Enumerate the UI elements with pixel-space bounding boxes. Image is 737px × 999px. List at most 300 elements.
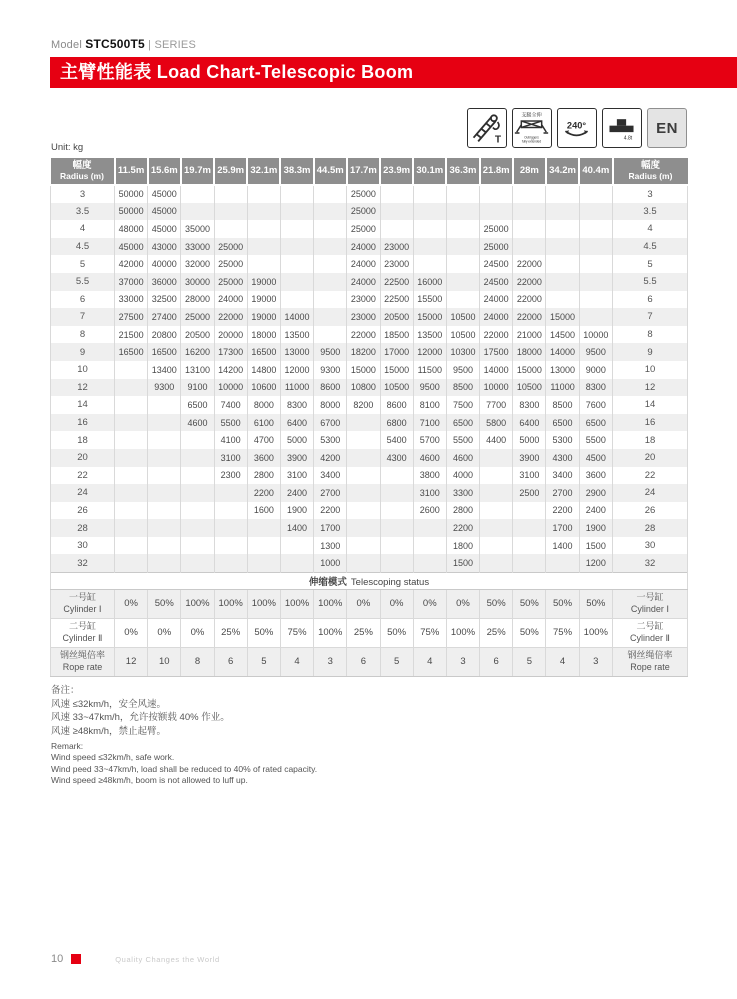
telescoping-cell: 0% [446,589,479,618]
load-cell [148,431,181,449]
load-cell: 3100 [413,484,446,502]
load-cell: 1900 [579,519,612,537]
table-row [51,396,688,414]
load-cell [480,185,513,203]
load-cell [314,291,347,309]
radius-cell: 12 [613,379,688,397]
load-cell [314,255,347,273]
radius-cell: 30 [51,537,115,555]
boom-length-header: 17.7m [347,157,380,185]
load-cell [280,255,313,273]
load-cell: 15000 [413,308,446,326]
telescoping-cell: 50% [513,618,546,647]
load-cell: 9000 [579,361,612,379]
radius-cell: 9 [613,343,688,361]
load-cell: 8000 [314,396,347,414]
table-row [51,343,688,361]
load-cell: 9100 [181,379,214,397]
load-cell: 3100 [214,449,247,467]
load-cell [181,185,214,203]
load-cell [247,203,280,221]
label-cn: 一号缸 [636,592,664,603]
load-cell [413,203,446,221]
load-cell: 16500 [148,343,181,361]
boom-length-header: 25.9m [214,157,247,185]
load-cell [115,431,148,449]
label-en: Rope rate [62,661,103,672]
radius-cell: 14 [51,396,115,414]
label-en: Rope rate [630,661,670,672]
radius-header [613,157,688,185]
load-cell: 7600 [579,396,612,414]
load-cell: 5300 [314,431,347,449]
radius-cell: 4.5 [613,238,688,256]
telescoping-row [51,647,688,676]
load-cell: 3800 [413,467,446,485]
load-cell [115,396,148,414]
load-cell: 1400 [546,537,579,555]
telescoping-cell: 0% [148,618,181,647]
load-cell [148,519,181,537]
header-row [51,157,688,185]
load-cell [214,185,247,203]
table-body [51,185,688,676]
radius-cell: 20 [51,449,115,467]
telescoping-cell: 75% [280,618,313,647]
load-cell: 1500 [579,537,612,555]
load-cell [347,537,380,555]
load-cell [380,554,413,572]
load-cell: 20500 [181,326,214,344]
telescoping-row-label [51,618,115,647]
load-cell: 20800 [148,326,181,344]
page-title: 主臂性能表 Load Chart-Telescopic Boom [50,57,737,88]
load-cell: 3900 [280,449,313,467]
load-cell [314,203,347,221]
load-cell [413,220,446,238]
load-cell: 2800 [247,467,280,485]
load-cell: 6400 [280,414,313,432]
load-cell [115,449,148,467]
footer-red-square [71,954,81,964]
telescoping-cell: 25% [347,618,380,647]
load-cell [115,414,148,432]
telescoping-cell: 100% [446,618,479,647]
telescoping-cell: 0% [413,589,446,618]
outriggers-icon-label-en1: Outriggers [524,135,539,140]
telescoping-cell: 8 [181,647,214,676]
load-cell [579,255,612,273]
counterweight-icon-label: 4.8t [623,135,633,142]
load-cell [380,467,413,485]
load-cell [280,291,313,309]
boom-length-header: 40.4m [579,157,612,185]
load-cell [579,220,612,238]
radius-cell: 7 [613,308,688,326]
telescoping-cell: 100% [314,618,347,647]
radius-cell: 9 [51,343,115,361]
boom-length-header: 44.5m [314,157,347,185]
load-cell [347,519,380,537]
load-cell: 33000 [115,291,148,309]
load-cell: 7500 [446,396,479,414]
load-cell [247,238,280,256]
load-cell [513,185,546,203]
load-cell: 10500 [446,326,479,344]
load-cell: 23000 [380,255,413,273]
telescoping-row [51,618,688,647]
load-cell: 2300 [214,467,247,485]
load-cell [413,238,446,256]
load-cell [413,185,446,203]
load-cell [148,537,181,555]
load-cell [480,519,513,537]
load-cell: 27500 [115,308,148,326]
load-cell [115,361,148,379]
load-cell: 20000 [214,326,247,344]
load-cell: 22000 [347,326,380,344]
load-cell [579,291,612,309]
load-cell [413,537,446,555]
load-cell: 25000 [480,238,513,256]
load-cell: 24500 [480,255,513,273]
load-cell: 50000 [115,203,148,221]
load-cell: 5800 [480,414,513,432]
load-cell: 8200 [347,396,380,414]
load-cell: 12000 [280,361,313,379]
load-cell: 15500 [413,291,446,309]
load-cell: 21000 [513,326,546,344]
condition-icons [467,108,687,148]
load-cell: 22000 [513,308,546,326]
load-cell [546,554,579,572]
load-cell: 4600 [413,449,446,467]
load-cell: 6700 [314,414,347,432]
load-cell: 13500 [413,326,446,344]
radius-cell: 10 [51,361,115,379]
load-cell: 1300 [314,537,347,555]
note-line: Wind speed ≥48km/h, boom is not allowed to luff up. [51,774,248,785]
label-cn: 幅度 [640,159,660,171]
table-row [51,203,688,221]
load-cell: 3300 [446,484,479,502]
load-cell: 1800 [446,537,479,555]
load-cell: 8300 [280,396,313,414]
load-cell: 35000 [181,220,214,238]
load-cell [413,519,446,537]
page-footer [51,953,220,965]
table-row [51,291,688,309]
load-cell [314,185,347,203]
load-cell: 24000 [347,273,380,291]
load-cell: 22000 [513,255,546,273]
load-cell: 5700 [413,431,446,449]
load-cell [181,449,214,467]
load-cell: 4000 [446,467,479,485]
load-cell: 3600 [247,449,280,467]
load-cell: 22000 [513,291,546,309]
radius-cell: 30 [613,537,688,555]
load-cell: 24000 [214,291,247,309]
table-row [51,414,688,432]
telescoping-cell: 5 [513,647,546,676]
model-line [51,37,196,51]
table-row [51,519,688,537]
label-cn: 一号缸 [68,592,96,603]
load-cell: 22000 [513,273,546,291]
load-cell [247,554,280,572]
label-cn: 钢丝绳倍率 [627,650,673,661]
label-en: Radius (m) [628,170,673,181]
telescoping-cell: 4 [280,647,313,676]
label-en: Cylinder Ⅱ [62,632,103,643]
boom-icon-label: T [494,134,502,146]
radius-cell: 8 [613,326,688,344]
load-cell [148,449,181,467]
load-cell: 14000 [280,308,313,326]
load-cell [347,502,380,520]
load-cell: 13000 [546,361,579,379]
note-line: 备注： [51,685,80,696]
radius-cell: 16 [613,414,688,432]
radius-cell: 10 [613,361,688,379]
load-cell: 14500 [546,326,579,344]
load-cell: 14000 [546,343,579,361]
telescoping-row-label [613,618,688,647]
boom-length-header: 34.2m [546,157,579,185]
label-cn: 二号缸 [636,621,664,632]
telescoping-cell: 10 [148,647,181,676]
load-cell [115,537,148,555]
load-cell [380,502,413,520]
telescoping-cell: 100% [214,589,247,618]
load-cell: 2400 [280,484,313,502]
table-row [51,326,688,344]
load-cell: 15000 [380,361,413,379]
load-cell [115,379,148,397]
table-row [51,308,688,326]
load-cell: 48000 [115,220,148,238]
radius-cell: 4.5 [51,238,115,256]
load-cell: 4400 [480,431,513,449]
load-cell: 5300 [546,431,579,449]
model-value: STC500T5 [85,37,145,51]
radius-cell: 3 [613,185,688,203]
load-cell [546,255,579,273]
load-cell: 10000 [480,379,513,397]
note-line: 风速 ≤32km/h，安全风速。 [51,698,167,710]
load-cell [314,238,347,256]
load-cell: 1200 [579,554,612,572]
page-number: 10 [51,953,64,965]
boom-length-header: 15.6m [148,157,181,185]
load-cell: 24000 [347,255,380,273]
load-cell [546,220,579,238]
radius-cell: 12 [51,379,115,397]
load-cell [513,537,546,555]
load-cell: 2900 [579,484,612,502]
load-cell: 12000 [413,343,446,361]
load-cell [579,273,612,291]
load-cell [480,537,513,555]
load-cell: 19000 [247,291,280,309]
model-label: Model [51,39,82,51]
telescoping-row-label [51,647,115,676]
load-cell: 3400 [546,467,579,485]
radius-cell: 5 [51,255,115,273]
boom-length-header: 32.1m [247,157,280,185]
load-cell: 18000 [513,343,546,361]
load-cell: 1400 [280,519,313,537]
load-cell [181,431,214,449]
telescoping-cell: 6 [347,647,380,676]
load-cell: 4100 [214,431,247,449]
load-cell: 6500 [181,396,214,414]
load-cell [181,519,214,537]
load-cell: 10300 [446,343,479,361]
load-cell [546,291,579,309]
load-cell [380,220,413,238]
load-cell: 27400 [148,308,181,326]
load-cell [247,519,280,537]
load-cell: 1700 [314,519,347,537]
load-cell [181,554,214,572]
load-cell: 5500 [579,431,612,449]
notes-english [51,741,317,786]
telescoping-cell: 0% [347,589,380,618]
load-cell [280,238,313,256]
telescoping-cell: 6 [480,647,513,676]
load-cell: 45000 [148,220,181,238]
load-cell [115,554,148,572]
label-cn: 二号缸 [68,621,96,632]
load-cell: 24500 [480,273,513,291]
load-cell: 25000 [480,220,513,238]
load-cell: 5000 [513,431,546,449]
load-cell [181,467,214,485]
load-cell: 9500 [446,361,479,379]
load-cell [347,449,380,467]
load-cell: 22500 [380,273,413,291]
load-cell [380,537,413,555]
load-cell: 33000 [181,238,214,256]
label-cn: 幅度 [72,159,92,171]
boom-length-header: 19.7m [181,157,214,185]
load-cell: 2200 [546,502,579,520]
load-cell: 21500 [115,326,148,344]
table-row [51,220,688,238]
load-cell: 4200 [314,449,347,467]
load-cell: 2200 [314,502,347,520]
radius-cell: 3.5 [613,203,688,221]
load-cell: 2700 [546,484,579,502]
load-cell: 6500 [446,414,479,432]
load-cell: 42000 [115,255,148,273]
boom-length-header: 38.3m [280,157,313,185]
load-cell: 3100 [513,467,546,485]
load-cell: 8500 [546,396,579,414]
radius-cell: 26 [51,502,115,520]
telescoping-cell: 0% [181,618,214,647]
radius-cell: 7 [51,308,115,326]
radius-cell: 6 [51,291,115,309]
load-cell [115,502,148,520]
load-chart-table [50,156,688,677]
load-cell: 7100 [413,414,446,432]
load-cell: 16500 [115,343,148,361]
telescoping-cell: 12 [115,647,148,676]
outriggers-icon [512,108,552,148]
load-cell: 17500 [480,343,513,361]
load-cell [446,203,479,221]
outriggers-icon-label-cn: 支腿全伸 [521,112,542,119]
load-cell: 18500 [380,326,413,344]
load-cell [314,220,347,238]
load-cell: 45000 [115,238,148,256]
label-en: Radius (m) [60,170,104,181]
load-cell [579,185,612,203]
boom-length-header: 23.9m [380,157,413,185]
load-cell: 15000 [546,308,579,326]
load-cell: 9300 [314,361,347,379]
load-cell: 7400 [214,396,247,414]
load-cell: 22000 [214,308,247,326]
radius-cell: 14 [613,396,688,414]
load-cell: 24000 [480,308,513,326]
load-cell: 10500 [380,379,413,397]
load-cell [446,273,479,291]
load-cell: 25000 [347,220,380,238]
load-cell: 30000 [181,273,214,291]
load-cell [380,519,413,537]
load-cell [214,537,247,555]
load-cell: 2800 [446,502,479,520]
load-cell [115,484,148,502]
load-cell [480,449,513,467]
load-cell: 13400 [148,361,181,379]
load-cell: 16500 [247,343,280,361]
table-head [51,157,688,185]
load-cell: 50000 [115,185,148,203]
radius-cell: 5 [613,255,688,273]
load-cell: 17000 [380,343,413,361]
load-cell [347,484,380,502]
telescoping-cell: 4 [546,647,579,676]
load-cell [413,255,446,273]
load-cell: 23000 [347,291,380,309]
table-row [51,554,688,572]
load-cell [513,519,546,537]
radius-cell: 3 [51,185,115,203]
load-cell: 25000 [347,203,380,221]
table-row [51,185,688,203]
load-cell: 2500 [513,484,546,502]
radius-cell: 28 [613,519,688,537]
load-cell [214,554,247,572]
radius-cell: 18 [613,431,688,449]
telescoping-cell: 3 [579,647,612,676]
table-row [51,502,688,520]
load-cell: 3600 [579,467,612,485]
load-cell: 8000 [247,396,280,414]
load-cell: 10600 [247,379,280,397]
load-cell: 4500 [579,449,612,467]
load-cell [480,467,513,485]
table-row [51,431,688,449]
load-cell: 6800 [380,414,413,432]
radius-cell: 18 [51,431,115,449]
radius-cell: 16 [51,414,115,432]
